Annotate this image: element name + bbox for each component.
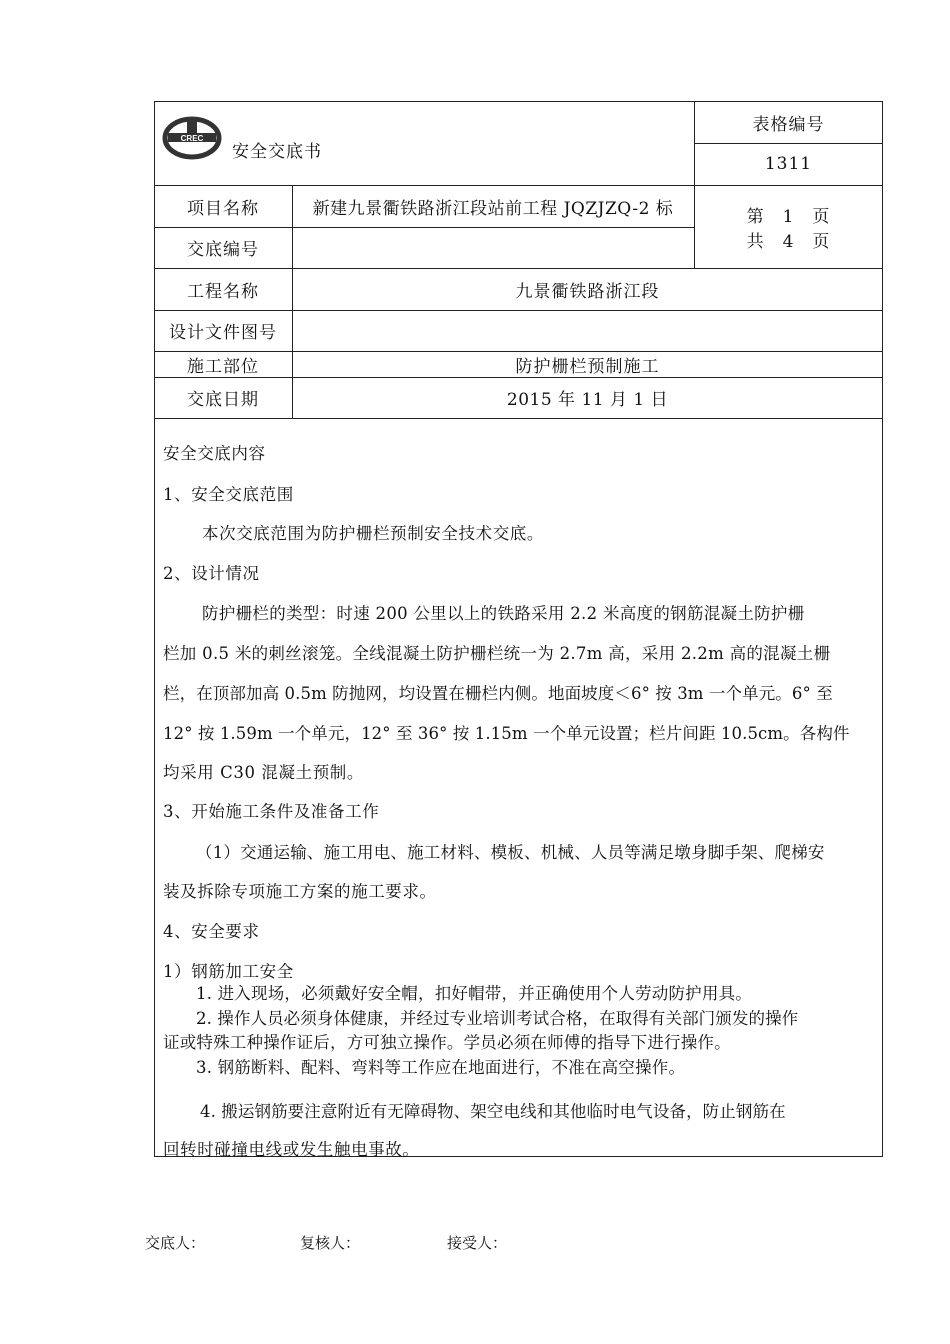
form-no-label: 表格编号: [752, 114, 825, 135]
construction-part-label: 施工部位: [187, 356, 259, 377]
receiver-signature: 接受人：: [447, 1234, 508, 1252]
section-2-title: 2、设计情况: [163, 564, 260, 583]
project-name-label: 项目名称: [187, 198, 259, 219]
content-heading: 安全交底内容: [163, 444, 266, 463]
section-3-line: 装及拆除专项施工方案的施工要求。: [163, 882, 437, 901]
project-name-value: 新建九景衢铁路浙江段站前工程 JQZJZQ-2 标: [312, 198, 674, 219]
section-4-item: 证或特殊工种操作证后，方可独立操作。学员必须在师傅的指导下进行操作。: [163, 1033, 731, 1052]
design-doc-label: 设计文件图号: [169, 323, 277, 343]
section-3-line: （1）交通运输、施工用电、施工材料、模板、机械、人员等满足墩身脚手架、爬梯安: [196, 843, 825, 862]
date-value: 2015 年 11 月 1 日: [506, 390, 669, 410]
section-4-item: 回转时碰撞电线或发生触电事故。: [163, 1140, 420, 1159]
discloser-signature: 交底人：: [145, 1234, 206, 1252]
page-total: 共 4 页: [746, 231, 831, 252]
section-2-line: 防护栅栏的类型：时速 200 公里以上的铁路采用 2.2 米高度的钢筋混凝土防护栅: [202, 604, 805, 623]
disclosure-no-label: 交底编号: [187, 240, 259, 260]
section-3-title: 3、开始施工条件及准备工作: [163, 802, 380, 821]
section-4-item: 1. 进入现场，必须戴好安全帽，扣好帽带，并正确使用个人劳动防护用具。: [196, 984, 752, 1003]
crec-logo: [162, 116, 222, 160]
section-4-subtitle: 1）钢筋加工安全: [163, 962, 294, 981]
design-doc-value: [292, 310, 883, 351]
section-4-item: 2. 操作人员必须身体健康，并经过专业培训考试合格，在取得有关部门颁发的操作: [196, 1009, 799, 1028]
construction-part-value: 防护栅栏预制施工: [515, 356, 660, 377]
section-2-line: 栏加 0.5 米的刺丝滚笼。全线混凝土防护栅栏统一为 2.7m 高，采用 2.2m 高的混凝土栅: [163, 644, 831, 663]
section-2-line: 栏，在顶部加高 0.5m 防抛网，均设置在栅栏内侧。地面坡度＜6° 按 3m 一个单元。6° 至: [163, 684, 833, 703]
section-4-item: 3. 钢筋断料、配料、弯料等工作应在地面进行，不准在高空操作。: [196, 1058, 686, 1077]
reviewer-signature: 复核人：: [300, 1234, 361, 1252]
section-4-item: 4. 搬运钢筋要注意附近有无障碍物、架空电线和其他临时电气设备，防止钢筋在: [200, 1102, 786, 1121]
section-2-line: 均采用 C30 混凝土预制。: [163, 763, 365, 782]
form-no-value: 1311: [764, 154, 813, 174]
section-4-title: 4、安全要求: [163, 922, 260, 941]
section-2-line: 12° 按 1.59m 一个单元，12° 至 36° 按 1.15m 一个单元设置；栏片间距 10.5cm。各构件: [163, 724, 850, 743]
page-number: 第 1 页: [746, 206, 831, 227]
section-1-paragraph: 本次交底范围为防护栅栏预制安全技术交底。: [202, 524, 544, 543]
date-label: 交底日期: [187, 390, 259, 410]
engineering-name-label: 工程名称: [187, 281, 259, 302]
disclosure-no-value: [292, 227, 694, 268]
engineering-name-value: 九景衢铁路浙江段: [515, 281, 660, 302]
form-title: 安全交底书: [232, 141, 322, 162]
section-1-title: 1、安全交底范围: [163, 485, 294, 504]
divider: [154, 418, 883, 419]
svg-text:CREC: CREC: [180, 134, 204, 143]
